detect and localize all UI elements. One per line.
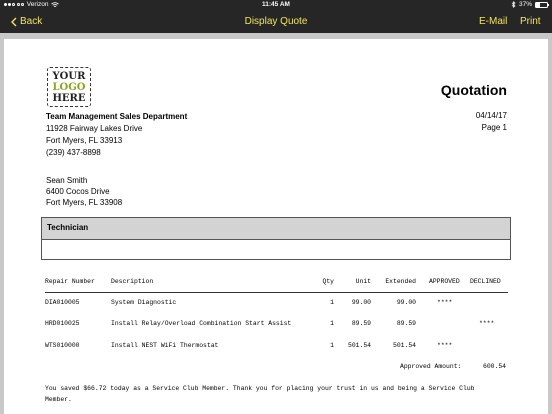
customer-name: Sean Smith xyxy=(46,176,88,185)
col-header-description: Description xyxy=(111,278,154,285)
row-description: Install NEST WiFi Thermostat xyxy=(111,342,219,349)
row-qty: 1 xyxy=(330,299,334,306)
row-repair-number: DIA010005 xyxy=(45,299,80,306)
row-extended: 89.59 xyxy=(396,320,416,327)
row-unit: 501.54 xyxy=(347,342,371,349)
row-description: Install Relay/Overload Combination Start Assist xyxy=(111,320,292,327)
chevron-left-icon xyxy=(11,17,17,27)
battery-percent: 37% xyxy=(518,1,532,8)
savings-note: You saved $66.72 today as a Service Club Member. Thank you for placing your trust in us and being a Service Club Member. xyxy=(45,385,475,403)
technician-box xyxy=(41,217,511,260)
company-city: Fort Myers, FL 33913 xyxy=(46,136,123,145)
status-time: 11:45 AM xyxy=(262,1,290,8)
print-button[interactable]: Print xyxy=(520,16,541,27)
row-qty: 1 xyxy=(330,320,334,327)
customer-city: Fort Myers, FL 33908 xyxy=(46,198,123,207)
company-logo: YOUR LOGO HERE xyxy=(47,67,91,107)
col-header-repair: Repair Number xyxy=(45,278,95,285)
document-title: Quotation xyxy=(440,82,507,98)
company-name: Team Management Sales Department xyxy=(46,112,188,121)
bluetooth-icon xyxy=(511,1,516,8)
row-qty: 1 xyxy=(330,342,334,349)
status-bar xyxy=(0,0,552,11)
row-extended: 99.00 xyxy=(396,299,416,306)
row-description: System Diagnostic xyxy=(111,299,177,306)
col-header-approved: APPROVED xyxy=(429,278,460,285)
document-viewer[interactable] xyxy=(0,33,552,414)
back-button[interactable] xyxy=(11,16,42,27)
company-phone: (239) 437-8898 xyxy=(46,148,101,157)
row-repair-number: WTS010000 xyxy=(45,342,80,349)
col-header-unit: Unit xyxy=(355,278,371,285)
page-number: Page 1 xyxy=(481,123,507,132)
nav-title: Display Quote xyxy=(244,16,308,27)
table-header-divider xyxy=(45,292,508,293)
quote-document xyxy=(4,39,548,414)
row-extended: 501.54 xyxy=(392,342,416,349)
technician-label: Technician xyxy=(42,218,510,240)
row-unit: 89.59 xyxy=(351,320,371,327)
carrier-label: Verizon xyxy=(26,1,49,8)
row-declined: **** xyxy=(479,320,495,327)
email-button[interactable]: E-Mail xyxy=(479,16,508,27)
customer-street: 6400 Cocos Drive xyxy=(46,187,110,196)
col-header-qty: Qty xyxy=(322,278,334,285)
back-label: Back xyxy=(20,16,43,27)
company-address xyxy=(46,111,187,159)
navigation-bar xyxy=(0,11,552,33)
col-header-extended: Extended xyxy=(385,278,416,285)
row-approved: **** xyxy=(437,299,453,306)
row-repair-number: HRD010025 xyxy=(45,320,80,327)
customer-address xyxy=(46,175,122,208)
col-header-declined: DECLINED xyxy=(470,278,501,285)
approved-amount-value: 600.54 xyxy=(482,363,506,370)
top-bar xyxy=(0,0,552,33)
row-unit: 99.00 xyxy=(351,299,371,306)
approved-amount-label: Approved Amount: xyxy=(400,363,462,370)
company-street: 11928 Fairway Lakes Drive xyxy=(46,124,143,133)
quote-date: 04/14/17 xyxy=(475,111,507,120)
row-approved: **** xyxy=(437,342,453,349)
battery-icon xyxy=(535,2,548,8)
